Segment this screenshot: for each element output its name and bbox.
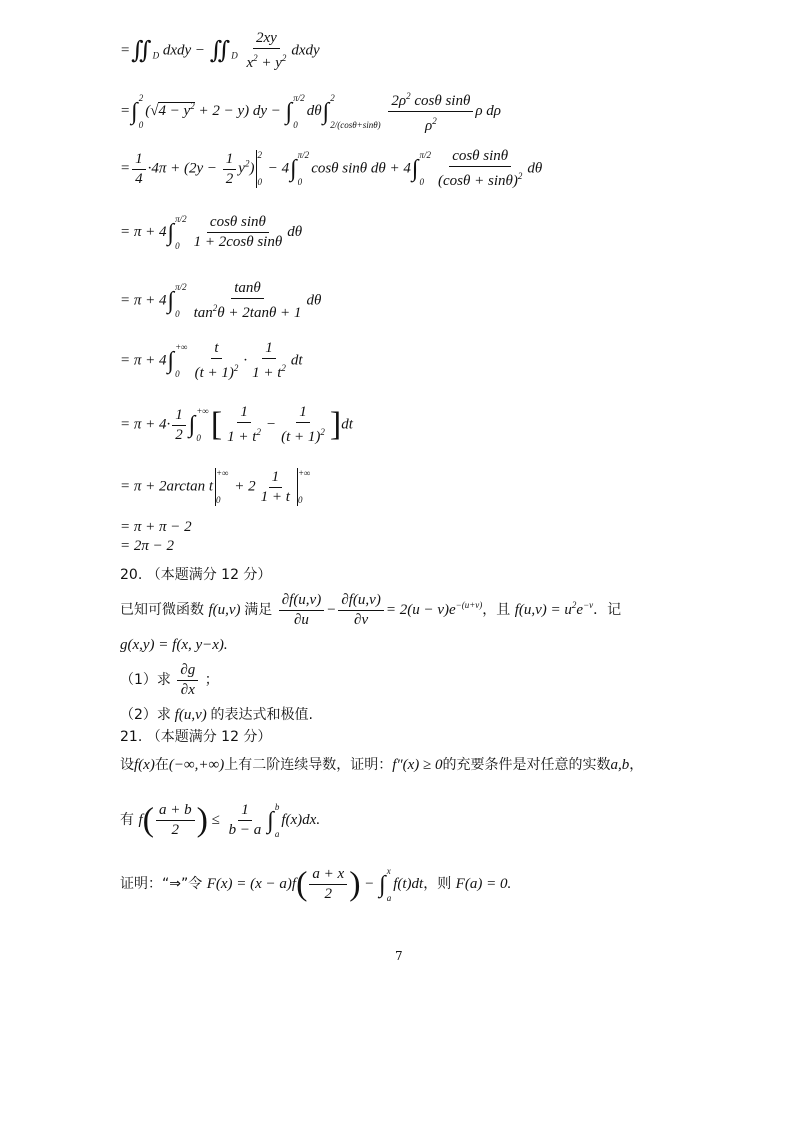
- step-6: = π + 4∫ +∞ 0 $\frac{t}{(t + 1)^2}$ · $\frac{1}{1 + t^2}$ dt: [120, 340, 303, 381]
- problem-20-g-definition: g(x,y) = f(x, y−x).: [120, 637, 228, 653]
- step-5: = π + 4∫ π/2 0 $\frac{\tan\theta}{\tan^2\theta + 2\tan\theta + 1}$ dθ: [120, 280, 322, 321]
- problem-21-proof: 证明：“⇒”令 F(x) = (x − a)f( $\frac{a + x}{2}$ ) − ∫ x a f(t)dt，则 F(a) = 0.: [120, 865, 512, 903]
- step-2: =∫ 2 0 $(√4 - y^2 + 2 - y)$ dy − ∫ π/2 0 dθ∫ 2 2/(cosθ+sinθ) $\frac{2\rho^2 \cos\theta \sin\theta}{\rho^2}$ ρ dρ: [120, 88, 501, 135]
- step-7: = π + 4· $\frac{1}{2}$ ∫ +∞ 0 [ $\frac{1}{1 + t^2}$ − $\frac{1}{(t + 1)^2}$ ]dt: [120, 404, 353, 445]
- step-4: = π + 4∫ π/2 0 $\frac{\text{cosθ sinθ}}{\text{1 + 2cosθ sinθ}}$ dθ: [120, 213, 303, 251]
- step-10: = 2π − 2: [120, 538, 175, 554]
- problem-20-part-1: （1）求 $\frac{\partial g}{\partial x}$ ；: [120, 662, 219, 698]
- step-3: = $\frac{1}{4}$ ·4π + (2y − $\frac{1}{2}$ $y^2$) 2 0 − 4∫ π/2 0 cosθ sinθ dθ + 4∫ π/2 0 $\frac{\text{cosθ sinθ}}{(\cos\theta + \sin\theta)^2}$ dθ: [120, 148, 543, 189]
- page-number: 7: [395, 949, 403, 963]
- problem-20-part-2: （2）求 f(u,v) 的表达式和极值.: [120, 707, 313, 723]
- problem-20-statement: 已知可微函数 f(u,v) 满足 $\frac{\partial f(u,v)}{\partial u}$ − $\frac{\partial f(u,v)}{\partial v}$ = $2(u - v)e^{-(u+v)}$，且 $f(u,v) = u^2e^{-v}$．记: [120, 592, 622, 628]
- problem-21-header: 21. （本题满分 12 分）: [120, 729, 272, 745]
- problem-20-header: 20. （本题满分 12 分）: [120, 567, 272, 583]
- step-9: = π + π − 2: [120, 519, 192, 535]
- step-8: = π + 2arctan t +∞ 0 + 2 $\frac{1}{1 + t}$ +∞ 0: [120, 468, 311, 505]
- step-1: $=∬_D$ dxdy − $∬_D$ $\frac{2xy}{x^2 + y^2}$ dxdy: [120, 30, 320, 71]
- problem-21-line-2: 有 f( $\frac{a + b}{2}$ ) ≤ $\frac{1}{b - a}$ ∫ b a f(x)dx.: [120, 801, 321, 839]
- problem-21-line-1: 设f(x)在(−∞,+∞)上有二阶连续导数，证明：f″(x) ≥ 0的充要条件是对任意的实数a,b，: [120, 757, 644, 773]
